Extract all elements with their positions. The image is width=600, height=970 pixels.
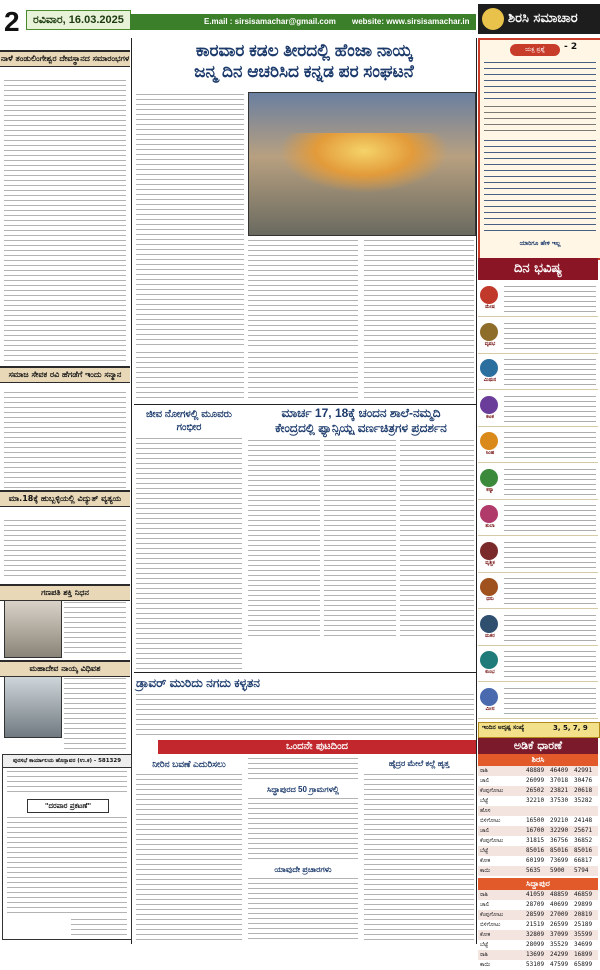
market-price: 48889: [526, 767, 545, 774]
market-price: 31815: [526, 837, 545, 844]
market-price: 41059: [526, 891, 545, 898]
market-price: 28099: [526, 941, 545, 948]
mid-left-body: [136, 438, 242, 670]
market-price: 35529: [550, 941, 569, 948]
market-price: 53109: [526, 961, 545, 968]
story1-headline: ನಾಳೆ ತಂಡುಲಿಂಗೇಶ್ವರ ದೇವಸ್ಥಾನದ ಸಮಾರಂಭಗಳ: [0, 50, 130, 67]
market-item: ರಾಶಿ: [480, 768, 488, 774]
main-story-col1: [136, 94, 244, 348]
story2-headline: ಸಮಾಜ ಸೇವಕ ರವಿ ಹೆಗಡೆಗೆ ಇಂದು ಸನ್ಮಾನ: [0, 366, 130, 383]
story3-body: [4, 520, 126, 580]
garland-photo-detail: [279, 133, 449, 193]
contact-band: [130, 14, 476, 30]
section-divider: [134, 672, 476, 673]
market-price: 47599: [550, 961, 569, 968]
notice-office: ಪುರಸಭೆ ಕಾರ್ಯಾಲಯ ಹೊನ್ನಾವರ (ಉ.ಕ) - 581329: [3, 755, 131, 768]
continued-band: ಒಂದನೇ ಪುಟದಿಂದ: [158, 740, 476, 754]
quiz-answer-label: ಯಾರಿಗೂ ಹೇಳಿ ಇಲ್ಲ: [519, 240, 561, 247]
mid-right-col3: [400, 440, 474, 640]
market-price: 28709: [526, 901, 545, 908]
market-row: [478, 940, 598, 950]
zodiac-name: ಕುಂಭ: [485, 669, 495, 675]
masthead-logo-icon: [482, 8, 504, 30]
market-row: [478, 900, 598, 910]
market-price: 28599: [526, 911, 545, 918]
market-row: [478, 890, 598, 900]
market-price: 34699: [574, 941, 593, 948]
market-item: ಬೆಟ್ಟೆ: [480, 848, 489, 854]
market-price: 5794: [574, 867, 589, 874]
market-price: 32809: [526, 931, 545, 938]
market-price: 35282: [574, 797, 593, 804]
zodiac-name: ತುಲಾ: [485, 523, 495, 529]
market-price: 42991: [574, 767, 593, 774]
bottom-right-body: [364, 774, 474, 940]
market-price: 85016: [526, 847, 545, 854]
market-price: 24299: [550, 951, 569, 958]
horoscope-row: [478, 684, 598, 719]
market-item: ಚಾಲಿ: [480, 828, 490, 834]
market-price: 20618: [574, 787, 593, 794]
section-divider: [134, 404, 476, 405]
market-price: 26099: [526, 777, 545, 784]
lucky-number-bar: [478, 722, 600, 738]
mid-right-col2: [324, 440, 396, 640]
notice-address: [7, 771, 127, 795]
market-row: [478, 786, 598, 796]
bottom-mid-headline: ಸಿದ್ಧಾಪುರದ 50 ಗ್ರಾಮಗಳಲ್ಲಿ: [267, 785, 339, 794]
market-row: [478, 920, 598, 930]
zodiac-icon: [480, 469, 498, 487]
market-item: ಕೋಕ: [480, 932, 491, 938]
market-price: 35599: [574, 931, 593, 938]
zodiac-prediction: [504, 651, 596, 677]
market-price: 5900: [550, 867, 565, 874]
obituary2-headline: ಮಹಾದೇವ ನಾಯ್ಕ ವಿಧಿವಶ: [0, 660, 130, 677]
horoscope: [478, 258, 598, 720]
bottom-mid-subhead: ಯಾವುದೇ ಪ್ರಚಾರಗಳು: [274, 865, 332, 874]
market-price: 23821: [550, 787, 569, 794]
horoscope-row: [478, 319, 598, 354]
market-item: ರಾಶಿ: [480, 952, 488, 958]
market-price: 16899: [574, 951, 593, 958]
main-story-photo: [248, 92, 476, 236]
top-bar: [0, 0, 600, 40]
bottom-left-body: [136, 774, 242, 940]
lower-headline: ಡ್ರಾವರ್ ಮುರಿದು ನಗದು ಕಳ್ಳತನ: [136, 676, 260, 690]
quiz-answer-body: [484, 140, 596, 236]
obituary1-body: [64, 602, 126, 656]
main-story-col3: [364, 240, 474, 348]
market-price: 20819: [574, 911, 593, 918]
market-price: 16500: [526, 817, 545, 824]
zodiac-name: ವೃಶ್ಚಿಕ: [485, 559, 495, 566]
zodiac-icon: [480, 505, 498, 523]
market-price: 26599: [550, 921, 569, 928]
email-text: E.mail : sirsisamachar@gmail.com: [204, 17, 336, 26]
obituary2-photo: [4, 676, 62, 738]
zodiac-prediction: [504, 359, 596, 385]
zodiac-name: ವೃಷಭ: [484, 340, 496, 347]
lucky-numbers: 3, 5, 7, 9: [553, 724, 588, 732]
market-price: 24148: [574, 817, 593, 824]
market-row: [478, 826, 598, 836]
obituary1-photo: [4, 600, 62, 658]
market-price: 60199: [526, 857, 545, 864]
market-price: 46859: [574, 891, 593, 898]
market-item: ಚಾಲಿ: [480, 902, 490, 908]
lower-body: [136, 694, 474, 736]
market-price: 27009: [550, 911, 569, 918]
horoscope-row: [478, 501, 598, 536]
market-price: 37018: [550, 777, 569, 784]
zodiac-prediction: [504, 323, 596, 349]
notice-body: [7, 817, 127, 917]
market-item: ಕೆಂಪುಗೋಟು: [480, 912, 504, 918]
market-row: [478, 856, 598, 866]
market-price: 29899: [574, 901, 593, 908]
market-price: 36852: [574, 837, 593, 844]
market-price: 73699: [550, 857, 569, 864]
zodiac-icon: [480, 688, 498, 706]
zodiac-prediction: [504, 432, 596, 458]
market-price: 85016: [550, 847, 569, 854]
market-item: ಕಾಯಿ: [480, 962, 491, 968]
market-item: ಬೆಟ್ಟೆ: [480, 942, 489, 948]
market-row: [478, 836, 598, 846]
market-row: [478, 960, 598, 970]
market-row: [478, 910, 598, 920]
masthead: [478, 4, 600, 34]
mid-right-col1: [248, 440, 320, 640]
zodiac-prediction: [504, 505, 596, 531]
horoscope-title: ದಿನ ಭವಿಷ್ಯ: [478, 258, 598, 280]
market-price: 85016: [574, 847, 593, 854]
market-price: 32290: [550, 827, 569, 834]
horoscope-row: [478, 647, 598, 682]
zodiac-name: ಧನು: [486, 596, 494, 602]
main-headline-line1: ಕಾರವಾರ ಕಡಲ ತೀರದಲ್ಲಿ ಹೆಂಜಾ ನಾಯ್ಕ: [195, 41, 413, 60]
horoscope-row: [478, 355, 598, 390]
obituary1-headline: ಗಣಪತಿ ಶಕ್ತಿ ನಿಧನ: [0, 584, 130, 601]
market-price: 48859: [550, 891, 569, 898]
zodiac-icon: [480, 615, 498, 633]
zodiac-prediction: [504, 578, 596, 604]
bottom-left-headline: ನೀರಿನ ಬವಣೆ ಎದುರಿಸಲು: [152, 759, 226, 769]
obituary2-body: [64, 678, 126, 752]
market-row: [478, 930, 598, 940]
quiz-tag: ಯಕ್ಷ ಪ್ರಶ್ನೆ: [510, 44, 560, 56]
website-text: website: www.sirsisamachar.in: [352, 17, 470, 26]
market-row: [478, 846, 598, 856]
market-row: [478, 950, 598, 960]
market-item: ಹೊಸ: [480, 808, 491, 814]
main-story-col2b: [248, 352, 358, 402]
horoscope-row: [478, 538, 598, 573]
masthead-title: ಶಿರಸಿ ಸಮಾಚಾರ: [508, 11, 578, 26]
market-price: 37530: [550, 797, 569, 804]
market-price: 65899: [574, 961, 593, 968]
market-price: 40699: [550, 901, 569, 908]
market-row: [478, 796, 598, 806]
lucky-label: ಇಂದಿನ ಅದೃಷ್ಟ ಸಂಖ್ಯೆ: [482, 724, 525, 731]
zodiac-name: ಕನ್ಯಾ: [486, 486, 494, 493]
zodiac-name: ಸಿಂಹ: [485, 450, 495, 456]
market-item: ಕೆಂಪುಗೋಟು: [480, 838, 504, 844]
market-price: 36756: [550, 837, 569, 844]
horoscope-row: [478, 611, 598, 646]
horoscope-row: [478, 465, 598, 500]
story1-body: [4, 80, 126, 362]
quiz-answer-intro: [484, 106, 596, 136]
tender-notice: [2, 754, 132, 940]
zodiac-icon: [480, 323, 498, 341]
market-item: ರಾಶಿ: [480, 892, 488, 898]
bottom-mid-top-body: [248, 758, 358, 780]
horoscope-row: [478, 428, 598, 463]
market-item: ಕಾಯಿ: [480, 868, 491, 874]
main-story-col2: [248, 240, 358, 348]
market-price: 29210: [550, 817, 569, 824]
market-row: [478, 766, 598, 776]
bottom-mid-body2: [248, 878, 358, 940]
issue-date: ರವಿವಾರ, 16.03.2025: [26, 10, 131, 30]
bottom-right-headline: ಹೈದ್ರರ ಮೇಲೆ ಕಲ್ಲೆ ಹೃತ್ತ: [388, 759, 450, 768]
mid-right-headline: [246, 406, 476, 436]
zodiac-name: ಮೇಷ: [485, 304, 495, 310]
zodiac-prediction: [504, 469, 596, 495]
market-item: ಕೆಂಪುಗೋಟು: [480, 788, 504, 794]
market-price: 30476: [574, 777, 593, 784]
market-price: 66817: [574, 857, 593, 864]
zodiac-icon: [480, 578, 498, 596]
market-row: [478, 816, 598, 826]
main-story-col3b: [364, 352, 474, 402]
market-price: 26502: [526, 787, 545, 794]
market-price: 13699: [526, 951, 545, 958]
siddapur-label: ಸಿದ್ದಾಪುರ: [478, 878, 598, 890]
market-item: ಚಾಲಿ: [480, 778, 490, 784]
market-row: [478, 866, 598, 876]
market-price: 16700: [526, 827, 545, 834]
sirsi-label: ಶಿರಸಿ: [478, 754, 598, 766]
market-price: 5635: [526, 867, 541, 874]
mid-right-headline-line1: ಮಾರ್ಚ 17, 18ಕ್ಕೆ ಚಂದನ ಶಾಲೆ-ನಮ್ಮದಿ: [281, 406, 441, 420]
quiz-number: - 2: [564, 42, 578, 52]
quiz-question: [484, 62, 596, 102]
zodiac-prediction: [504, 396, 596, 422]
horoscope-row: [478, 282, 598, 317]
market-item: ಬೆಟ್ಟೆ: [480, 798, 489, 804]
zodiac-icon: [480, 286, 498, 304]
zodiac-icon: [480, 432, 498, 450]
market-row: [478, 776, 598, 786]
story2-body: [4, 392, 126, 488]
main-headline-line2: ಜನ್ಮ ದಿನ ಆಚರಿಸಿದ ಕನ್ನಡ ಪರ ಸಂಘಟನೆ: [194, 62, 414, 81]
market-price: 25189: [574, 921, 593, 928]
zodiac-name: ಮಿಥುನ: [483, 377, 497, 383]
zodiac-prediction: [504, 615, 596, 641]
notice-title: "ದರಪಾರ ಪ್ರಕಟಣೆ": [27, 799, 109, 813]
main-headline: [134, 40, 474, 82]
market-price: 32210: [526, 797, 545, 804]
zodiac-icon: [480, 359, 498, 377]
mid-right-headline-line2: ಕೇಂದ್ರದಲ್ಲಿ ಫ್ಯಾನ್ಸಿಯ್ಷ ವರ್ಣಚಿತ್ರಗಳ ಪ್ರದರ್ಶನ: [275, 421, 447, 435]
zodiac-icon: [480, 651, 498, 669]
market-price: 21519: [526, 921, 545, 928]
market-item: ಕೋಕ: [480, 858, 491, 864]
market-item: ಬಿಳಿಗೋಟು: [480, 818, 501, 824]
quiz-box: [478, 38, 600, 260]
main-story-col1b: [136, 352, 244, 402]
market-price: 25671: [574, 827, 593, 834]
column-divider: [476, 38, 477, 944]
story3-headline: ಮಾ.18ಕ್ಕೆ ಹುಬ್ಬಳ್ಳಿಯಲ್ಲಿ ವಿದ್ಯುತ್ ವ್ಯತ್ಯಯ: [0, 490, 130, 507]
zodiac-name: ಮಕರ: [485, 632, 495, 639]
zodiac-icon: [480, 542, 498, 560]
market-price: 46409: [550, 767, 569, 774]
zodiac-prediction: [504, 286, 596, 312]
market-price: 37099: [550, 931, 569, 938]
zodiac-prediction: [504, 688, 596, 714]
zodiac-name: ಕಟಕ: [486, 413, 494, 420]
notice-signature: [71, 919, 127, 935]
market-rates: [478, 738, 598, 968]
horoscope-row: [478, 574, 598, 609]
market-title: ಅಡಿಕೆ ಧಾರಣೆ: [478, 738, 598, 754]
market-item: ಬಿಳಿಗೋಟು: [480, 922, 501, 928]
zodiac-name: ಮೀನ: [485, 705, 495, 712]
bottom-mid-body: [248, 798, 358, 860]
page-number: 2: [4, 6, 20, 37]
zodiac-prediction: [504, 542, 596, 568]
market-row: [478, 806, 598, 816]
zodiac-icon: [480, 396, 498, 414]
mid-left-headline: ಜೀವ ನೋಗಳಲ್ಲಿ ಮೂವರು ಗಂಭೀರ: [146, 409, 232, 433]
left-column: [0, 38, 131, 754]
horoscope-row: [478, 392, 598, 427]
